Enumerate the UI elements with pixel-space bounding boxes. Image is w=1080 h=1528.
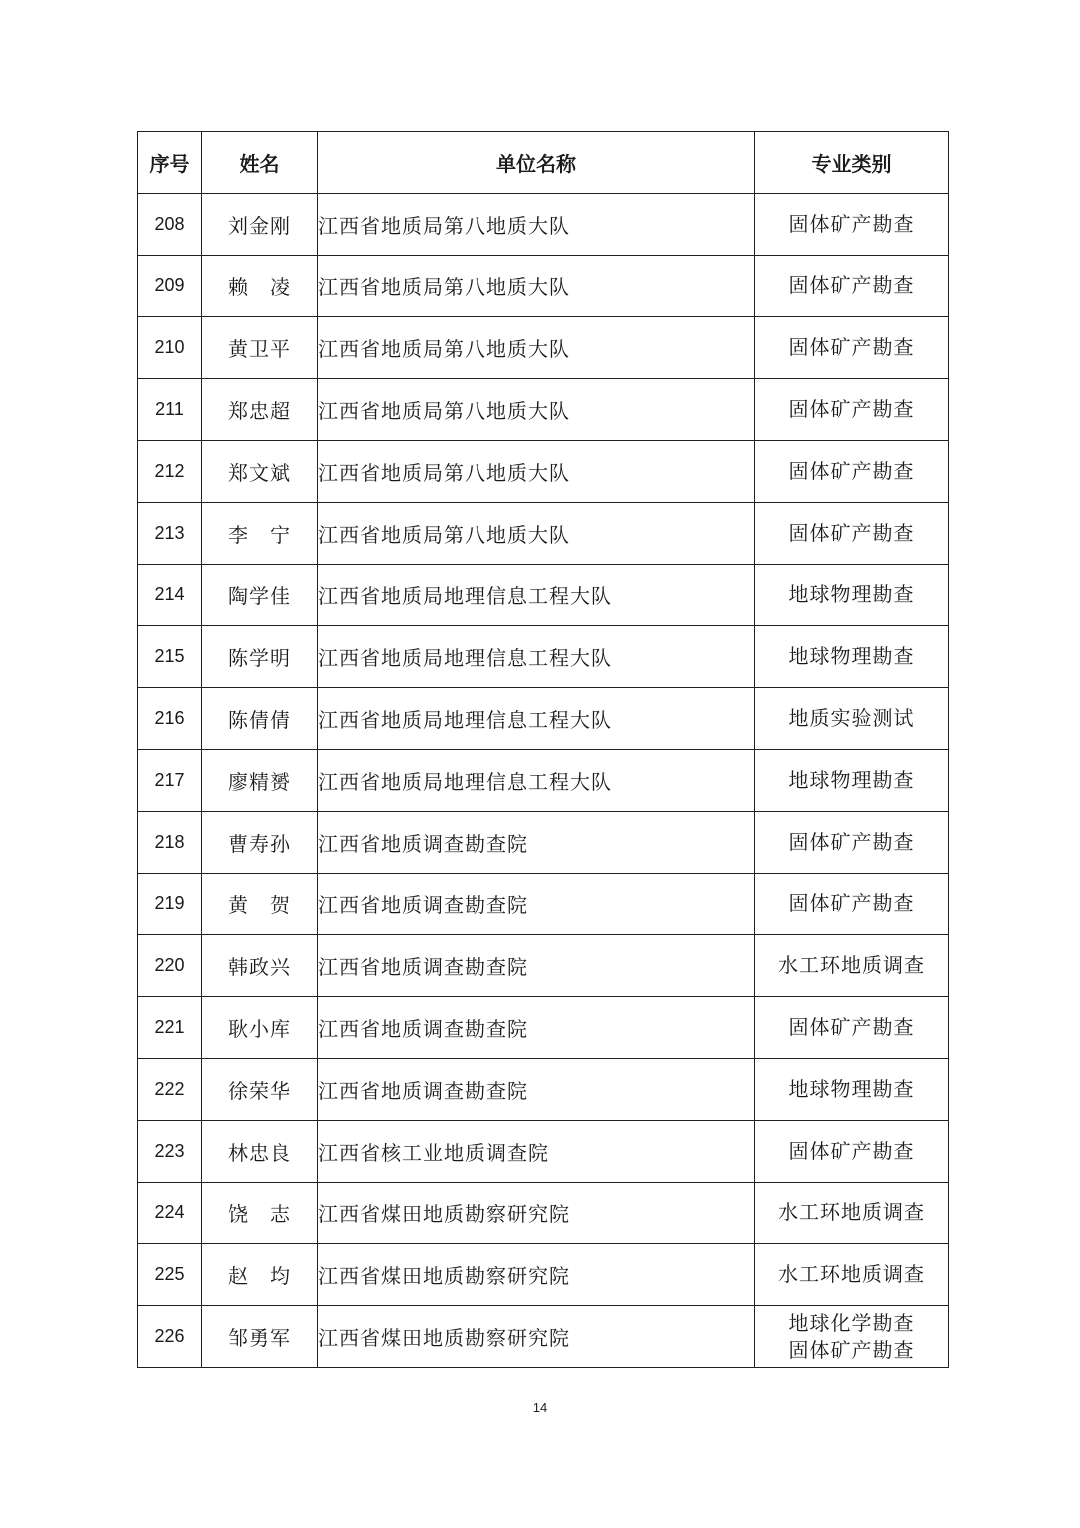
cell-unit: 江西省地质局地理信息工程大队	[318, 626, 755, 688]
cell-category	[755, 1306, 949, 1368]
cell-name: 陶学佳	[202, 564, 318, 626]
category-label: 固体矿产勘查	[788, 891, 915, 916]
cell-unit: 江西省地质调查勘查院	[318, 811, 755, 873]
cell-unit: 江西省地质局第八地质大队	[318, 379, 755, 441]
cell-category	[755, 1058, 949, 1120]
cell-name: 黄 贺	[202, 873, 318, 935]
cell-unit: 江西省地质局第八地质大队	[318, 502, 755, 564]
cell-unit: 江西省煤田地质勘察研究院	[318, 1306, 755, 1368]
cell-num: 212	[138, 440, 202, 502]
cell-name: 李 宁	[202, 502, 318, 564]
cell-unit: 江西省地质局第八地质大队	[318, 317, 755, 379]
category-label: 地球物理勘查	[788, 582, 915, 607]
category-label: 固体矿产勘查	[788, 1337, 915, 1362]
category-label: 固体矿产勘查	[788, 520, 915, 545]
cell-name: 陈倩倩	[202, 688, 318, 750]
cell-category	[755, 564, 949, 626]
table-row	[138, 626, 949, 688]
category-label: 地球物理勘查	[788, 767, 915, 792]
table-row	[138, 193, 949, 255]
cell-num: 213	[138, 502, 202, 564]
cell-name: 耿小库	[202, 997, 318, 1059]
cell-num: 225	[138, 1244, 202, 1306]
cell-num: 221	[138, 997, 202, 1059]
cell-unit: 江西省煤田地质勘察研究院	[318, 1244, 755, 1306]
cell-name: 廖精赟	[202, 749, 318, 811]
cell-num: 222	[138, 1058, 202, 1120]
cell-category	[755, 255, 949, 317]
category-label: 固体矿产勘查	[788, 1138, 915, 1163]
table-row	[138, 502, 949, 564]
cell-name: 饶 志	[202, 1182, 318, 1244]
table-row	[138, 997, 949, 1059]
table-row	[138, 379, 949, 441]
cell-category	[755, 935, 949, 997]
table-row	[138, 749, 949, 811]
cell-unit: 江西省地质局地理信息工程大队	[318, 564, 755, 626]
table-row	[138, 688, 949, 750]
table-row	[138, 1244, 949, 1306]
category-label: 固体矿产勘查	[788, 335, 915, 360]
cell-category	[755, 811, 949, 873]
table-row	[138, 1058, 949, 1120]
cell-num: 210	[138, 317, 202, 379]
cell-unit: 江西省地质局地理信息工程大队	[318, 749, 755, 811]
category-label: 固体矿产勘查	[788, 211, 915, 236]
cell-category	[755, 626, 949, 688]
category-label: 地质实验测试	[788, 706, 915, 731]
header-category: 专业类别	[755, 132, 949, 194]
cell-num: 226	[138, 1306, 202, 1368]
category-label: 固体矿产勘查	[788, 1015, 915, 1040]
cell-name: 陈学明	[202, 626, 318, 688]
cell-num: 217	[138, 749, 202, 811]
table-row	[138, 440, 949, 502]
roster-table	[137, 131, 949, 1368]
cell-name: 黄卫平	[202, 317, 318, 379]
cell-num: 208	[138, 193, 202, 255]
table-row	[138, 255, 949, 317]
cell-category	[755, 873, 949, 935]
cell-num: 214	[138, 564, 202, 626]
cell-category	[755, 502, 949, 564]
cell-category	[755, 997, 949, 1059]
header-unit: 单位名称	[318, 132, 755, 194]
cell-num: 211	[138, 379, 202, 441]
cell-category	[755, 317, 949, 379]
table-header-row	[138, 132, 949, 194]
cell-category	[755, 749, 949, 811]
cell-category	[755, 1120, 949, 1182]
cell-num: 209	[138, 255, 202, 317]
cell-num: 220	[138, 935, 202, 997]
cell-unit: 江西省地质调查勘查院	[318, 873, 755, 935]
cell-unit: 江西省地质调查勘查院	[318, 1058, 755, 1120]
table-body	[138, 193, 949, 1367]
category-label: 地球物理勘查	[788, 1076, 915, 1101]
cell-name: 刘金刚	[202, 193, 318, 255]
cell-name: 郑忠超	[202, 379, 318, 441]
category-label: 地球物理勘查	[788, 644, 915, 669]
category-label: 固体矿产勘查	[788, 829, 915, 854]
cell-category	[755, 1244, 949, 1306]
cell-unit: 江西省核工业地质调查院	[318, 1120, 755, 1182]
cell-num: 219	[138, 873, 202, 935]
cell-name: 邹勇军	[202, 1306, 318, 1368]
cell-unit: 江西省地质调查勘查院	[318, 997, 755, 1059]
category-label: 水工环地质调查	[778, 953, 925, 978]
table-row	[138, 317, 949, 379]
cell-name: 徐荣华	[202, 1058, 318, 1120]
cell-unit: 江西省地质局地理信息工程大队	[318, 688, 755, 750]
cell-name: 赖 凌	[202, 255, 318, 317]
category-label: 地球化学勘查	[788, 1310, 915, 1335]
cell-num: 224	[138, 1182, 202, 1244]
table-row	[138, 811, 949, 873]
cell-num: 215	[138, 626, 202, 688]
category-label: 固体矿产勘查	[788, 273, 915, 298]
cell-category	[755, 1182, 949, 1244]
cell-category	[755, 193, 949, 255]
cell-category	[755, 440, 949, 502]
table-row	[138, 564, 949, 626]
cell-unit: 江西省地质调查勘查院	[318, 935, 755, 997]
category-label: 固体矿产勘查	[788, 458, 915, 483]
cell-name: 赵 均	[202, 1244, 318, 1306]
category-label: 水工环地质调查	[778, 1200, 925, 1225]
cell-unit: 江西省煤田地质勘察研究院	[318, 1182, 755, 1244]
category-label: 固体矿产勘查	[788, 397, 915, 422]
category-label: 水工环地质调查	[778, 1262, 925, 1287]
cell-name: 林忠良	[202, 1120, 318, 1182]
header-num: 序号	[138, 132, 202, 194]
cell-num: 216	[138, 688, 202, 750]
table-row	[138, 1182, 949, 1244]
cell-name: 曹寿孙	[202, 811, 318, 873]
table-row	[138, 1306, 949, 1368]
cell-name: 韩政兴	[202, 935, 318, 997]
table-row	[138, 935, 949, 997]
header-name: 姓名	[202, 132, 318, 194]
cell-name: 郑文斌	[202, 440, 318, 502]
cell-num: 223	[138, 1120, 202, 1182]
cell-unit: 江西省地质局第八地质大队	[318, 255, 755, 317]
cell-unit: 江西省地质局第八地质大队	[318, 440, 755, 502]
cell-num: 218	[138, 811, 202, 873]
page-number: 14	[532, 1400, 548, 1415]
cell-category	[755, 379, 949, 441]
table-row	[138, 1120, 949, 1182]
table-row	[138, 873, 949, 935]
cell-unit: 江西省地质局第八地质大队	[318, 193, 755, 255]
cell-category	[755, 688, 949, 750]
